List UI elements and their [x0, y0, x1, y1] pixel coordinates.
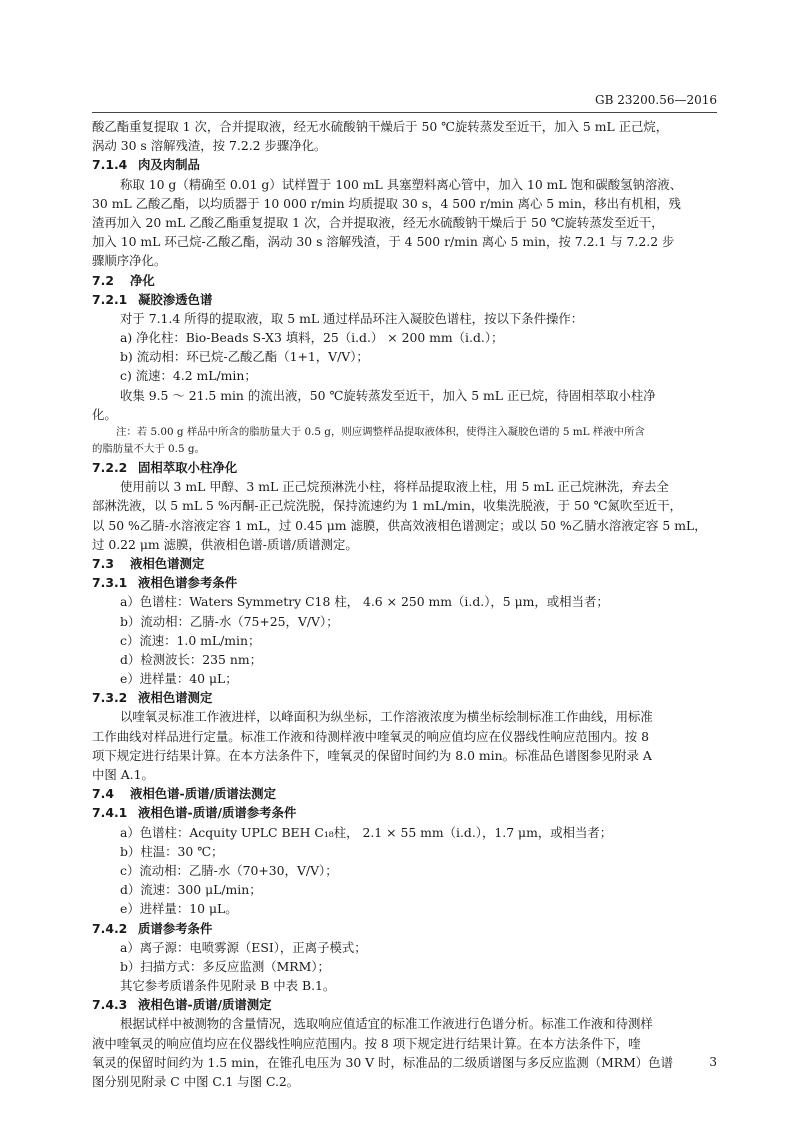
text-line: e）进样量：10 μL。 [120, 901, 238, 917]
text-line: c）流动相：乙腈-水（70+30，V/V）； [120, 862, 338, 878]
section-title: 肉及肉制品 [138, 157, 200, 173]
section-number: 7.3.2 [92, 690, 128, 706]
text-line: 液中喹氧灵的响应值均应在仪器线性响应范围内。按 8 项下规定进行结果计算。在本方法条件下，喹 [92, 1035, 641, 1051]
text-line: 渣再加入 20 mL 乙酸乙酯重复提取 1 次，合并提取液，经无水硫酸钠干燥后于 50 ℃旋转蒸发至近干， [92, 214, 664, 230]
section-number: 7.4.2 [92, 920, 128, 936]
text-line: a）离子源：电喷雾源（ESI），正离子模式； [120, 939, 367, 955]
section-heading [92, 554, 718, 573]
section-number: 7.3 [92, 555, 114, 571]
text-line: d）流速：300 μL/min； [120, 882, 262, 898]
document-number: GB 23200.56—2016 [594, 93, 717, 107]
text-line: b）扫描方式：多反应监测（MRM）； [120, 958, 330, 974]
document-body [92, 117, 718, 1091]
section-number: 7.4.3 [92, 997, 128, 1013]
section-heading [92, 458, 718, 477]
section-heading [92, 688, 718, 707]
section-title: 固相萃取小柱净化 [138, 460, 238, 475]
text-line: 化。 [92, 406, 117, 422]
section-title: 液相色谱-质谱/质谱参考条件 [138, 805, 297, 821]
section-title: 液相色谱参考条件 [138, 575, 238, 591]
text-line: 中图 A.1。 [92, 767, 154, 782]
text-line: 其它参考质谱条件见附录 B 中表 B.1。 [120, 978, 336, 994]
section-title: 质谱参考条件 [138, 920, 213, 936]
section-number: 7.2 [92, 272, 114, 288]
section-title: 凝胶渗透色谱 [138, 291, 213, 307]
text-line: 根据试样中被测物的含量情况，选取响应值适宜的标准工作液进行色谱分析。标准工作液和待测样 [120, 1016, 653, 1032]
section-heading [92, 784, 718, 803]
section-number: 7.2.1 [92, 291, 128, 307]
text-line: d）检测波长：235 nm； [120, 651, 262, 667]
text-line: 骤顺序净化。 [92, 253, 167, 269]
section-number: 7.3.1 [92, 575, 128, 591]
text-line: b）柱温：30 ℃； [120, 843, 224, 859]
text-line: 加入 10 mL 环己烷-乙酸乙酯，涡动 30 s 溶解残渣，于 4 500 r/min 离心 5 min，按 7.2.1 与 7.2.2 步 [92, 234, 675, 250]
text-line: a) 净化柱：Bio-Beads S-X3 填料，25（i.d.） × 200 mm（i.d.）； [120, 330, 504, 346]
section-title: 液相色谱-质谱/质谱法测定 [130, 786, 276, 802]
page-number: 3 [709, 1055, 717, 1069]
note-line: 注：若 5.00 g 样品中所含的脂肪量大于 0.5 g，则应调整样品提取液体积，使得注入凝胶色谱的 5 mL 样液中所含 [116, 426, 645, 438]
text-line: 以 50 %乙腈-水溶液定容 1 mL，过 0.45 μm 滤膜，供高效液相色谱测定；或以 50 %乙腈水溶液定容 5 mL， [92, 517, 707, 533]
text-line: 过 0.22 μm 滤膜，供液相色谱-质谱/质谱测定。 [92, 536, 358, 552]
section-number: 7.2.2 [92, 460, 128, 475]
section-heading [92, 290, 718, 309]
text-line: c) 流速：4.2 mL/min； [120, 368, 257, 384]
text-line: a）色谱柱：Waters Symmetry C18 柱， 4.6 × 250 mm（i.d.），5 μm，或相当者； [120, 594, 609, 610]
section-heading [92, 573, 718, 592]
text-line: c）流速：1.0 mL/min； [120, 632, 261, 648]
section-number: 7.4.1 [92, 805, 128, 821]
text-line: 氧灵的保留时间约为 1.5 min，在锥孔电压为 30 V 时，标准品的二级质谱图与多反应监测（MRM）色谱 [92, 1054, 673, 1070]
text-line: 使用前以 3 mL 甲醇、3 mL 正己烷预淋洗小柱，将样品提取液上柱，用 5 mL 正己烷淋洗，弃去全 [120, 479, 669, 495]
section-heading [92, 155, 718, 174]
text-line: 称取 10 g（精确至 0.01 g）试样置于 100 mL 具塞塑料离心管中，加入 10 mL 饱和碳酸氢钠溶液、 [120, 176, 683, 192]
section-title: 净化 [130, 272, 155, 288]
section-number: 7.4 [92, 786, 114, 802]
text-line: b）流动相：乙腈-水（75+25，V/V）； [120, 613, 339, 629]
section-title: 液相色谱测定 [130, 555, 205, 571]
section-number: 7.1.4 [92, 157, 128, 173]
text-line: a）色谱柱：Acquity UPLC BEH C₁₈柱， 2.1 × 55 mm（i.d.），1.7 μm，或相当者； [120, 824, 613, 840]
text-line: 项下规定进行结果计算。在本方法条件下，喹氧灵的保留时间约为 8.0 min。标准品色谱图参见附录 A [92, 747, 652, 763]
section-heading [92, 803, 718, 822]
section-title: 液相色谱-质谱/质谱测定 [138, 997, 272, 1013]
text-line: 工作曲线对样品进行定量。标准工作液和待测样液中喹氧灵的响应值均应在仪器线性响应范围内。按 8 [92, 728, 650, 744]
text-line: 以喹氧灵标准工作液进样，以峰面积为纵坐标，工作溶液浓度为横坐标绘制标准工作曲线，用标准 [120, 709, 653, 725]
text-line: 对于 7.1.4 所得的提取液，取 5 mL 通过样品环注入凝胶色谱柱，按以下条件操作： [120, 310, 584, 326]
section-heading [92, 995, 718, 1014]
section-heading [92, 919, 718, 938]
text-line: e）进样量：40 μL； [120, 671, 238, 687]
text-line: b) 流动相：环已烷-乙酸乙酯（1+1，V/V）； [120, 349, 369, 365]
text-line: 酸乙酯重复提取 1 次，合并提取液，经无水硫酸钠干燥后于 50 ℃旋转蒸发至近干，加入 5 mL 正己烷， [92, 119, 669, 134]
text-line: 涡动 30 s 溶解残渣，按 7.2.2 步骤净化。 [92, 138, 327, 154]
section-heading [92, 271, 718, 290]
text-line: 30 mL 乙酸乙酯，以均质器于 10 000 r/min 均质提取 30 s，4 500 r/min 离心 5 min，移出有机相，残 [92, 195, 681, 211]
text-line: 部淋洗液，以 5 mL 5 %丙酮-正己烷洗脱，保持流速约为 1 mL/min，收集洗脱液，于 50 ℃氮吹至近干， [92, 498, 682, 514]
text-line: 图分别见附录 C 中图 C.1 与图 C.2。 [92, 1074, 300, 1089]
text-line: 收集 9.5 ～ 21.5 min 的流出液，50 ℃旋转蒸发至近干，加入 5 mL 正已烷，待固相萃取小柱净 [120, 387, 656, 403]
header-rule [92, 112, 717, 113]
note-line: 的脂肪量不大于 0.5 g。 [92, 443, 205, 455]
section-title: 液相色谱测定 [138, 690, 213, 706]
